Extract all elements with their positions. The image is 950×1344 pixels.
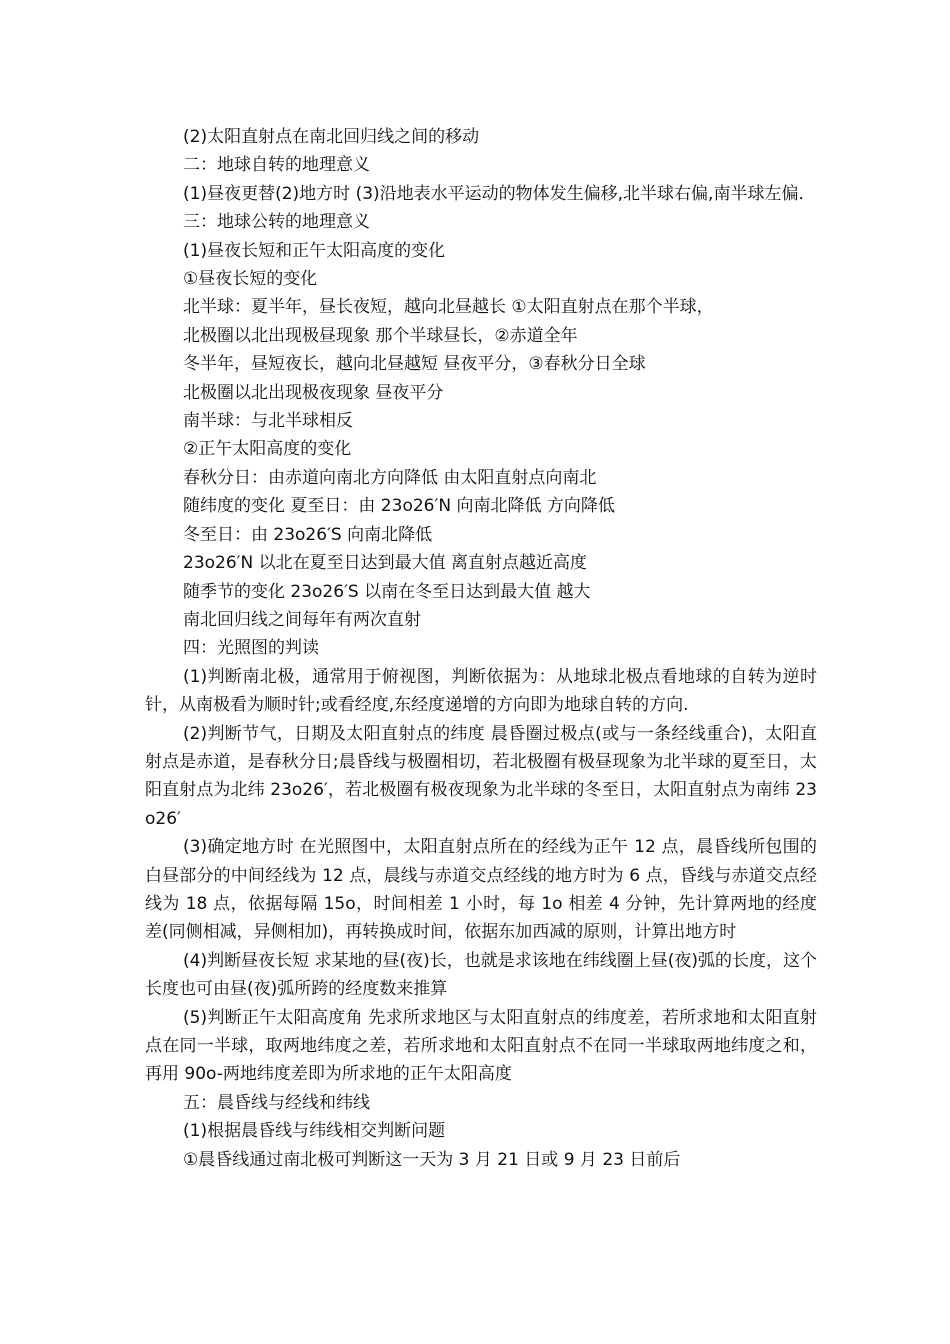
paragraph: 北极圈以北出现极昼现象 那个半球昼长，②赤道全年 — [183, 325, 578, 346]
paragraph: 23o26′N 以北在夏至日达到最大值 离直射点越近高度 — [183, 553, 588, 574]
paragraph: 随纬度的变化 夏至日：由 23o26′N 向南北降低 方向降低 — [183, 496, 615, 517]
paragraph: ②正午太阳高度的变化 — [183, 439, 352, 460]
paragraph: (2)太阳直射点在南北回归线之间的移动 — [183, 127, 480, 147]
paragraph: (1)根据晨昏线与纬线相交判断问题 — [183, 1121, 446, 1142]
paragraph: ①昼夜长短的变化 — [183, 269, 318, 290]
paragraph: 北半球：夏半年，昼长夜短，越向北昼越长 ①太阳直射点在那个半球， — [183, 297, 714, 318]
section-heading: 二：地球自转的地理意义 — [183, 155, 370, 176]
paragraph: (5)判断正午太阳高度角 先求所求地区与太阳直射点的纬度差，若所求地和太阳直射点在同一半球，取两地纬度之差，若所求地和太阳直射点不在同一半球取两地纬度之和，再用 90o-两地纬度差即为所求地的正午太阳高度 — [145, 1007, 817, 1085]
paragraph: (3)确定地方时 在光照图中，太阳直射点所在的经线为正午 12 点，晨昏线所包围的白昼部分的中间经线为 12 点，晨线与赤道交点经线的地方时为 6 点，昏线与赤道交点经线为 18 点，依据每隔 15o，时间相差 1 小时，每 1o 相差 4 分钟，先计算两地的经度差(同侧相减，异侧相加)，再转换成时间，依据东加西减的原则，计算出地方时 — [145, 837, 817, 943]
paragraph: (2)判断节气，日期及太阳直射点的纬度 晨昏圈过极点(或与一条经线重合)，太阳直射点是赤道，是春秋分日;晨昏线与极圈相切，若北极圈有极昼现象为北半球的夏至日，太阳直射点为北纬 23o26′，若北极圈有极夜现象为北半球的冬至日，太阳直射点为南纬 23o26′ — [145, 723, 817, 829]
paragraph: 冬至日：由 23o26′S 向南北降低 — [183, 524, 433, 545]
paragraph: (1)昼夜长短和正午太阳高度的变化 — [183, 240, 446, 261]
paragraph: 春秋分日：由赤道向南北方向降低 由太阳直射点向南北 — [183, 467, 597, 488]
section-heading: 五：晨昏线与经线和纬线 — [183, 1092, 370, 1113]
paragraph: 随季节的变化 23o26′S 以南在冬至日达到最大值 越大 — [183, 581, 591, 602]
paragraph: 南北回归线之间每年有两次直射 — [183, 609, 421, 630]
paragraph: (1)昼夜更替(2)地方时 (3)沿地表水平运动的物体发生偏移,北半球右偏,南半球左偏. — [183, 183, 804, 204]
paragraph: ①晨昏线通过南北极可判断这一天为 3 月 21 日或 9 月 23 日前后 — [183, 1149, 681, 1170]
paragraph: 冬半年，昼短夜长，越向北昼越短 昼夜平分，③春秋分日全球 — [183, 354, 646, 375]
paragraph: 南半球：与北半球相反 — [183, 411, 353, 432]
paragraph: 北极圈以北出现极夜现象 昼夜平分 — [183, 382, 444, 403]
section-heading: 三：地球公转的地理意义 — [183, 212, 370, 233]
paragraph: (1)判断南北极，通常用于俯视图，判断依据为：从地球北极点看地球的自转为逆时针，从南极看为顺时针;或看经度,东经度递增的方向即为地球自转的方向. — [145, 666, 817, 716]
paragraph: (4)判断昼夜长短 求某地的昼(夜)长，也就是求该地在纬线圈上昼(夜)弧的长度，这个长度也可由昼(夜)弧所跨的经度数来推算 — [145, 950, 818, 1000]
document-body — [145, 123, 817, 1174]
section-heading: 四：光照图的判读 — [183, 638, 319, 659]
